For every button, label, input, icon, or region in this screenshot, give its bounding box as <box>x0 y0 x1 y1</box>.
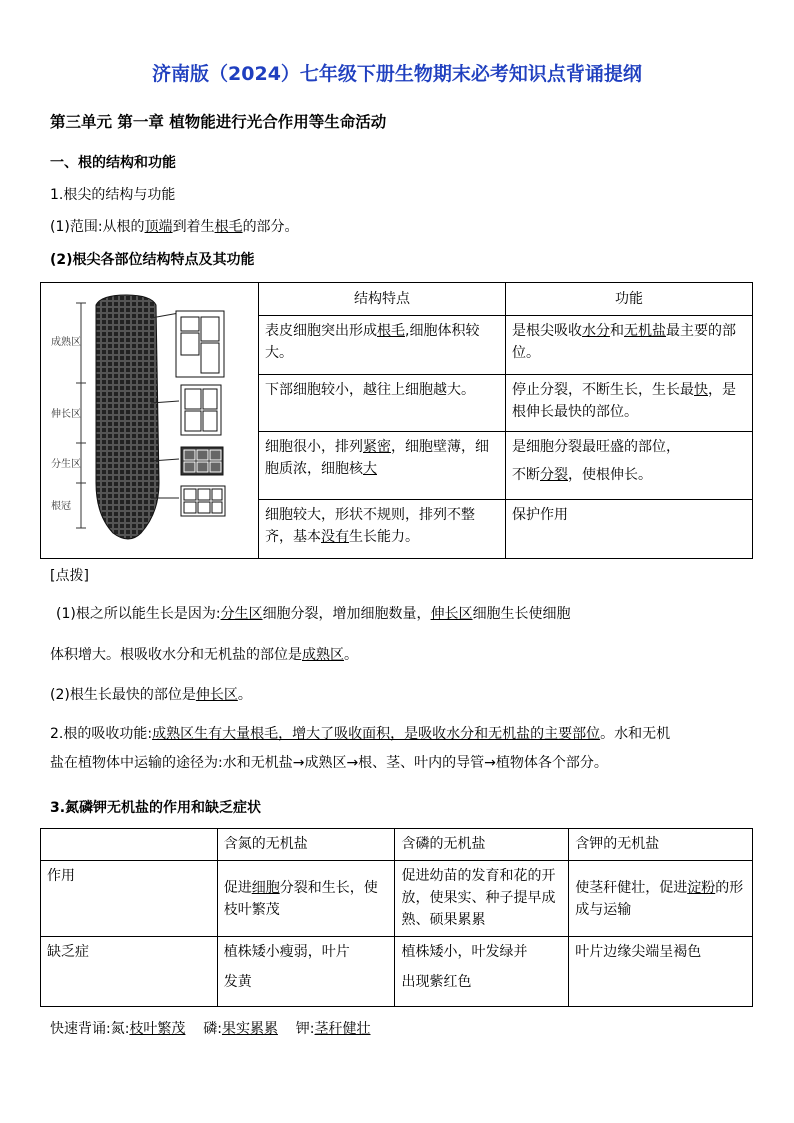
root-tip-table <box>40 282 753 559</box>
function-cell: 停止分裂，不断生长，生长最快，是根伸长最快的部位。 <box>506 374 753 431</box>
nitrogen-deficiency: 植株矮小瘦弱，叶片 发黄 <box>217 937 395 1007</box>
row-label-deficiency: 缺乏症 <box>41 937 218 1007</box>
tip-1-cont: 体积增大。根吸收水分和无机盐的部位是成熟区。 <box>50 647 358 663</box>
table-row <box>41 937 753 1007</box>
row-label-effect: 作用 <box>41 861 218 937</box>
feature-cell: 细胞较大，形状不规则，排列不整齐，基本没有生长能力。 <box>259 499 506 558</box>
function-cell: 保护作用 <box>506 499 753 558</box>
table-row <box>41 861 753 937</box>
range-line: (1)范围:从根的顶端到着生根毛的部分。 <box>50 219 299 235</box>
mineral-header-nitrogen: 含氮的无机盐 <box>217 829 395 861</box>
root-tip-diagram <box>41 283 259 559</box>
mineral-header-blank <box>41 829 218 861</box>
absorb-line: 2.根的吸收功能:成熟区生有大量根毛，增大了吸收面积，是吸收水分和无机盐的主要部位。水和无机 <box>50 726 671 742</box>
feature-cell: 下部细胞较小，越往上细胞越大。 <box>259 374 506 431</box>
mineral-header-potassium: 含钾的无机盐 <box>569 829 753 861</box>
feature-cell: 表皮细胞突出形成根毛,细胞体积较大。 <box>259 315 506 374</box>
mineral-header-phosphorus: 含磷的无机盐 <box>395 829 569 861</box>
mineral-table <box>40 828 753 1007</box>
label-root-cap: 根冠 <box>51 501 71 512</box>
tip-2: (2)根生长最快的部位是伸长区。 <box>50 687 252 703</box>
label-elongation-zone: 伸长区 <box>51 409 81 420</box>
subheading-root-tip: 1.根尖的结构与功能 <box>50 187 176 203</box>
table-header-feature: 结构特点 <box>259 283 506 316</box>
root-tip-illustration <box>41 283 258 551</box>
feature-cell: 细胞很小，排列紧密，细胞壁薄，细胞质浓，细胞核大 <box>259 432 506 499</box>
label-maturation-zone: 成熟区 <box>51 337 81 348</box>
quick-recite: 快速背诵:氮:枝叶繁茂 磷:果实累累 钾:茎秆健壮 <box>50 1021 371 1037</box>
absorb-line-2: 盐在植物体中运输的途径为:水和无机盐→成熟区→根、茎、叶内的导管→植物体各个部分。 <box>50 755 608 771</box>
section-heading: 一、根的结构和功能 <box>50 155 176 171</box>
nitrogen-effect: 促进细胞分裂和生长，使枝叶繁茂 <box>217 861 395 937</box>
table-header-function: 功能 <box>506 283 753 316</box>
phosphorus-effect: 促进幼苗的发育和花的开放，使果实、种子提早成熟、硕果累累 <box>395 861 569 937</box>
function-cell: 是根尖吸收水分和无机盐最主要的部位。 <box>506 315 753 374</box>
unit-heading: 第三单元 第一章 植物能进行光合作用等生命活动 <box>50 113 387 131</box>
subheading-structure: (2)根尖各部位结构特点及其功能 <box>50 252 255 268</box>
phosphorus-deficiency: 植株矮小，叶发绿并 出现紫红色 <box>395 937 569 1007</box>
tip-1: (1)根之所以能生长是因为:分生区细胞分裂，增加细胞数量，伸长区细胞生长使细胞 <box>56 606 571 622</box>
label-meristem-zone: 分生区 <box>51 459 81 470</box>
function-cell: 是细胞分裂最旺盛的部位， 不断分裂，使根伸长。 <box>506 432 753 499</box>
potassium-effect: 使茎秆健壮，促进淀粉的形成与运输 <box>569 861 753 937</box>
section-3-heading: 3.氮磷钾无机盐的作用和缺乏症状 <box>50 800 262 816</box>
tips-label: [点拨] <box>50 568 89 584</box>
potassium-deficiency: 叶片边缘尖端呈褐色 <box>569 937 753 1007</box>
page-title: 济南版（2024）七年级下册生物期末必考知识点背诵提纲 <box>152 63 642 85</box>
